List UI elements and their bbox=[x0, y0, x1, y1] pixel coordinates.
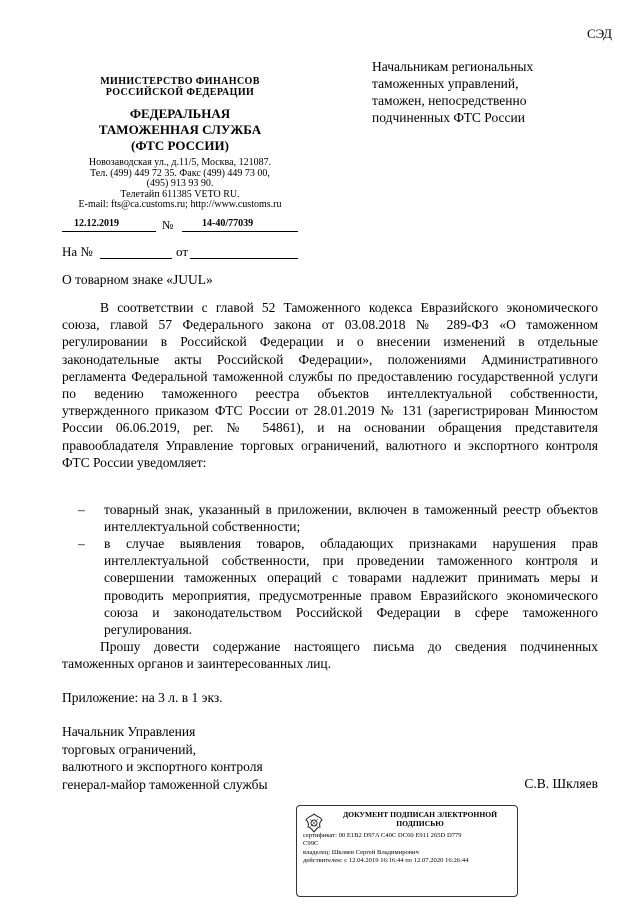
bullet-dash: – bbox=[78, 502, 85, 517]
sed-label: СЭД bbox=[586, 26, 612, 41]
registration-line bbox=[62, 218, 298, 232]
addressee-line: подчиненных ФТС России bbox=[372, 110, 525, 125]
registration-date: 12.12.2019 bbox=[74, 218, 119, 229]
attachment-note: Приложение: на 3 л. в 1 экз. bbox=[62, 690, 223, 705]
ministry-line: МИНИСТЕРСТВО ФИНАНСОВ bbox=[100, 76, 260, 87]
signer-name: С.В. Шкляев bbox=[524, 776, 598, 791]
addressee-block bbox=[372, 58, 612, 126]
bullet-item-1 bbox=[62, 501, 598, 535]
signer-line: валютного и экспортного контроля bbox=[62, 759, 263, 774]
signer-position bbox=[62, 723, 268, 793]
subject-line: О товарном знаке «JUUL» bbox=[62, 272, 213, 287]
ref-label: На № bbox=[62, 244, 93, 259]
signer-line: торговых ограничений, bbox=[62, 741, 197, 757]
body-paragraph-1: В соответствии с главой 52 Таможенного кодекса Евразийского экономического союза, главой 57 Федерального закона от 03.08.2018 № 289-ФЗ «О таможенном регулировании в Российской Федерации и о внесении изменений в отдельные законодательные акты Российской Федерации», положениями Административного регламента Федеральной таможенной службы по предоставлению государственной услуги по ведению таможенного реестра объектов интеллектуальной собственности, утвержденного приказом ФТС России от 28.01.2019 № 131 (зарегистрирован Минюстом России 06.06.2019, рег. № 54861), и на основании обращения представителя правообладателя Управление торговых ограничений, валютного и экспортного контроля ФТС России уведомляет: bbox=[62, 300, 598, 470]
registration-number: 14-40/77039 bbox=[202, 218, 254, 229]
stamp-title-line: ПОДПИСЬЮ bbox=[396, 819, 444, 828]
stamp-owner: владелец: Шкляев Сергей Владимирович bbox=[303, 848, 419, 856]
stamp-title bbox=[329, 810, 511, 828]
ministry-line: РОССИЙСКОЙ ФЕДЕРАЦИИ bbox=[105, 87, 255, 98]
stamp-certificate-2: C99C bbox=[303, 840, 319, 848]
sender-contacts bbox=[62, 158, 298, 211]
service-line: (ФТС РОССИИ) bbox=[131, 138, 229, 153]
service-name bbox=[60, 106, 300, 154]
signer-line: генерал-майор таможенной службы bbox=[62, 776, 268, 792]
sender-phone-2: (495) 913 93 90. bbox=[146, 178, 214, 189]
service-line: ТАМОЖЕННАЯ СЛУЖБА bbox=[98, 122, 262, 137]
bullet-item-2 bbox=[62, 535, 598, 638]
signer-line: Начальник Управления bbox=[62, 724, 196, 739]
sender-teletype: Телетайп 611385 VETO RU. bbox=[120, 188, 240, 200]
bullet-dash: – bbox=[78, 536, 85, 551]
number-sign: № bbox=[162, 218, 174, 232]
stamp-certificate: сертификат: 00 E1B2 D97A C40C DC60 E911 265D D779 bbox=[303, 832, 462, 839]
ref-from: от bbox=[176, 244, 189, 259]
bullet-text: товарный знак, указанный в приложении, включен в таможенный реестр объектов интеллектуальной собственности; bbox=[104, 502, 598, 535]
body-paragraph-2: Прошу довести содержание настоящего письма до сведения подчиненных таможенных органов и заинтересованных лиц. bbox=[62, 639, 598, 672]
emblem-icon bbox=[303, 812, 325, 834]
stamp-title-line: ДОКУМЕНТ ПОДПИСАН ЭЛЕКТРОННОЙ bbox=[342, 810, 498, 819]
stamp-details bbox=[303, 832, 513, 865]
sender-email: E-mail: fts@ca.customs.ru; http://www.customs.ru bbox=[78, 199, 282, 210]
electronic-signature-stamp bbox=[296, 805, 518, 897]
ministry-name bbox=[60, 76, 300, 98]
addressee-line: таможен, непосредственно bbox=[372, 93, 527, 108]
sender-phone: Тел. (499) 449 72 35. Факс (499) 449 73 00, bbox=[90, 167, 270, 179]
addressee-line: таможенных управлений, bbox=[372, 76, 519, 91]
service-line: ФЕДЕРАЛЬНАЯ bbox=[129, 106, 231, 121]
stamp-validity: действителен: с 12.04.2019 16:16:44 по 12.07.2020 16:26:44 bbox=[303, 856, 469, 864]
reference-line bbox=[62, 244, 189, 260]
sender-address: Новозаводская ул., д.11/5, Москва, 121087. bbox=[88, 157, 272, 168]
bullet-text: в случае выявления товаров, обладающих признаками нарушения прав интеллектуальной собственности, при проведении таможенного контроля и совершении таможенных операций с товарами надлежит принимать меры и проводить мероприятия, предусмотренные правом Евразийского экономического союза и законодательством Российской Федерации в сфере таможенного регулирования. bbox=[104, 536, 598, 638]
addressee-line: Начальникам региональных bbox=[372, 59, 534, 74]
